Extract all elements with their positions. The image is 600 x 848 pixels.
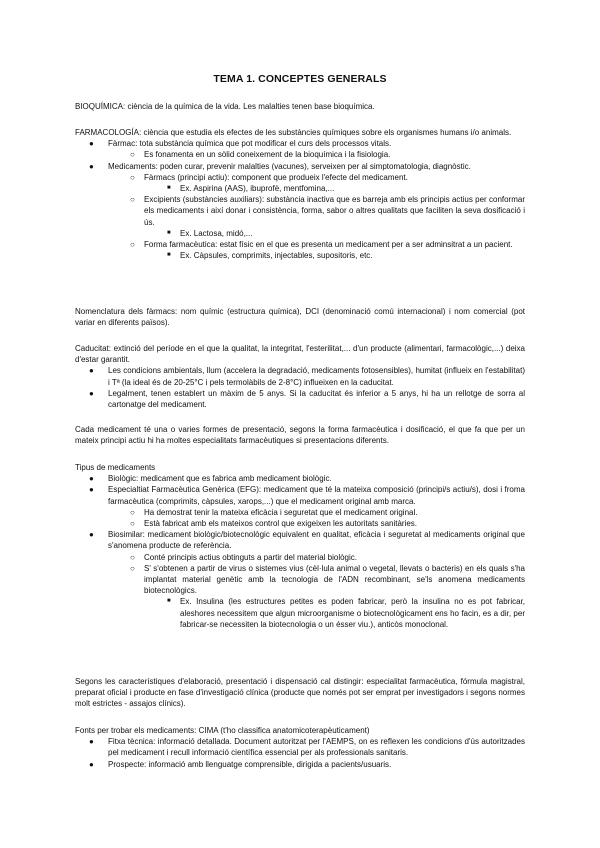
bioquimica-text: BIOQUÍMICA: ciència de la química de la vida. Les malalties tenen base bioquímica. <box>75 102 375 111</box>
bullet-disc-icon: ● <box>89 161 94 171</box>
tipus-efg: Especialtiat Farmacèutica Genèrica (EFG): medicament que té la mateixa composició (principi/s actiu/s), dosi i froma farmacèutica (comprimits, càpsules, xarops,...) que el medicament original amb marca. <box>108 485 525 506</box>
efg-control: Està fabricat amb els mateixos control que exigeixen les autoritats sanitàries. <box>144 519 418 529</box>
bullet-disc-icon: ● <box>89 388 94 398</box>
farmac-sub: Es fonamenta en un sòlid coneixement de la bioquímica i la fisiologia. <box>144 150 391 160</box>
bullet-circle-icon: ○ <box>130 507 135 517</box>
bullet-circle-icon: ○ <box>130 150 135 160</box>
bullet-circle-icon: ○ <box>130 519 135 529</box>
bullet-circle-icon: ○ <box>130 552 135 562</box>
nomenclatura-text: Nomenclatura dels fàrmacs: nom químic (estructura química), DCI (denominació comú internacional) i nom comercial (pot variar en diferents països). <box>75 307 525 328</box>
fonts-heading: Fonts per trobar els medicaments: CIMA (t'ho classifica anatomicoterapèuticament) <box>75 726 370 735</box>
excipients-definition: Excipients (substàncies auxiliars): substància inactiva que es barreja amb els principis actius per conformar els medicaments i així donar i consistència, forma, sabor o altres qualitats que faciliten la seva dosificació i ús. <box>144 195 525 227</box>
fonts-fitxa: Fitxa tècnica: informació detallada. Document autoritzat per l'AEMPS, on es reflexen les condicions d'ús autoritzades pel medicament i recull informació científica essencial per als professionals sanitaris. <box>108 737 525 758</box>
bio-principis: Conté principis actius obtinguts a partir del material biològic. <box>144 552 357 562</box>
caducitat-legalment: Legalment, tenen establert un màxim de 5 anys. Si la caducitat és inferior a 5 anys, hi ha un rellotge de sorra al cartonatge del medicament. <box>108 388 525 410</box>
bullet-disc-icon: ● <box>89 737 94 747</box>
tipus-biosimilar: Biosimilar: medicament biològic/biotecnològic equivalent en qualitat, eficàcia i seguretat al medicaments original que s'anomena producte de referència. <box>108 530 525 551</box>
ex-capsules: Ex. Càpsules, comprimits, injectables, supositoris, etc. <box>180 251 373 261</box>
bio-virus: S' s'obtenen a partir de virus o sistemes vius (cèl·lula animal o vegetal, llevats o bacteris) en els quals s'ha implantat material genètic amb la tecnologia de l'ADN recombinant, se'ls anomena medicaments biotecnològics. <box>144 563 525 596</box>
farmac-definition: Fàrmac: tota substància química que pot modificar el curs dels processos vitals. <box>108 139 392 149</box>
caducitat-condicions: Les condicions ambientals, llum (accelera la degradació, medicaments fotosensibles), humitat (influeix en l'estabilitat) i Tª (la ideal és de 20-25°C i pels termolàbils de 2-8°C) influeixen en la caducitat. <box>108 366 525 387</box>
fonts-prospecte: Prospecte: informació amb llenguatge comprensible, dirigida a pacients/usuaris. <box>108 759 392 769</box>
page-title: TEMA 1. CONCEPTES GENERALS <box>213 73 387 85</box>
bullet-circle-icon: ○ <box>130 172 135 182</box>
bullet-circle-icon: ○ <box>130 563 135 573</box>
bullet-circle-icon: ○ <box>130 195 135 205</box>
bullet-disc-icon: ● <box>89 474 94 484</box>
bullet-square-icon: ■ <box>167 598 171 605</box>
segons-text: Segons les característiques d'elaboració, presentació i dispensació cal distingir: especialitat farmacèutica, fórmula magistral, preparat oficial i producte en fase d'investigació clínica (producte que només pot ser emprat per investigadors i segons normes molt estrictes - assajos clínics). <box>75 677 525 709</box>
bullet-disc-icon: ● <box>89 366 94 376</box>
bullet-square-icon: ■ <box>167 252 171 259</box>
efg-eficacia: Ha demostrat tenir la mateixa eficàcia i seguretat que el medicament original. <box>144 507 418 517</box>
medicaments-definition: Medicaments: poden curar, prevenir malalties (vacunes), serveixen per al simptomatologia, diagnòstic. <box>108 161 471 171</box>
bioquimica-paragraph <box>75 101 525 112</box>
cada-medicament-paragraph <box>75 424 525 446</box>
cada-medicament-text: Cada medicament té una o varies formes de presentació, segons la forma farmacèutica i dosificació, el que fa que per un mateix principi actiu hi ha moltes especialitats farmacèutiques si presentacions diferents. <box>75 425 525 446</box>
segons-paragraph <box>75 676 525 710</box>
ex-lactosa: Ex. Lactosa, midó,... <box>180 228 253 238</box>
bullet-disc-icon: ● <box>89 139 94 149</box>
nomenclatura-paragraph <box>75 306 525 328</box>
caducitat-section <box>75 343 525 410</box>
bullet-disc-icon: ● <box>89 485 94 495</box>
forma-farmaceutica: Forma farmacèutica: estat físic en el que es presenta un medicament per a ser adminsitrat a un pacient. <box>144 240 513 250</box>
bullet-disc-icon: ● <box>89 759 94 769</box>
farmacologia-section <box>75 127 525 261</box>
tipus-heading: Tipus de medicaments <box>75 463 156 472</box>
ex-insulina: Ex. Insulina (les estructures petites es poden fabricar, però la insulina no es pot fabricar, aleshores necessitem que algun microorganisme o biotecnològicament ens ho facin, es a dir, per fabricar-se necessiten la biotecnologia o un ésser viu.), anticòs monoclonal. <box>180 597 525 629</box>
tipus-biologic: Biològic: medicament que es fabrica amb medicament biològic. <box>108 474 332 484</box>
farmacologia-intro: FARMACOLOGÍA: ciència que estudia els efectes de les substàncies químiques sobre els organismes humans i/o animals. <box>75 128 512 137</box>
tipus-section <box>75 462 525 630</box>
farmacs-actiu: Fàrmacs (principi actiu): component que produeix l'efecte del medicament. <box>144 172 408 182</box>
bullet-disc-icon: ● <box>89 530 94 540</box>
bullet-square-icon: ■ <box>167 185 171 192</box>
bullet-circle-icon: ○ <box>130 240 135 250</box>
bullet-square-icon: ■ <box>167 229 171 236</box>
caducitat-intro: Caducitat: extinció del període en el que la qualitat, la integritat, l'esterilitat,... d'un producte (alimentari, farmacològic,...) deixa d'estar garantit. <box>75 344 525 365</box>
fonts-section <box>75 725 525 770</box>
ex-aspirina: Ex. Aspirina (AAS), ibuprofè, mentfomina,... <box>180 184 335 194</box>
